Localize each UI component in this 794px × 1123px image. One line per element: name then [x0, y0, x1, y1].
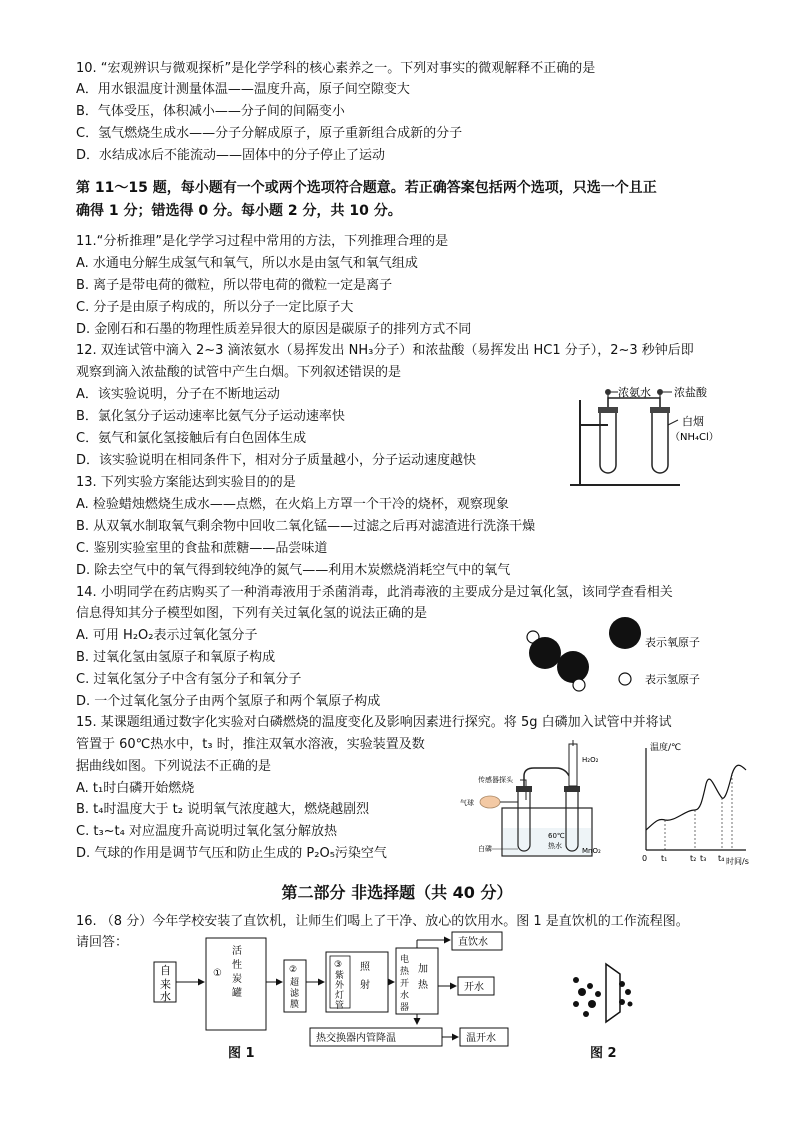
q14-stem-line1: 14. 小明同学在药店购买了一种消毒液用于杀菌消毒，此消毒液的主要成分是过氧化氢，该同学查看相关 — [76, 585, 673, 600]
q11-option-b: B. 离子是带电荷的微粒，所以带电荷的微粒一定是离子 — [76, 278, 393, 293]
q15-stem-line3: 据曲线如图。下列说法不正确的是 — [76, 759, 272, 774]
q15-chart-t1: t₁ — [661, 854, 668, 863]
q16-boiler-c2: 热 — [400, 967, 410, 977]
q12-label-ammonia: 浓氨水 — [618, 386, 651, 399]
q16-uf-c1: 超 — [290, 978, 300, 988]
q15-option-a: A. t₁时白磷开始燃烧 — [76, 781, 195, 796]
q16-uf-c2: 滤 — [290, 989, 300, 999]
q11-option-a: A. 水通电分解生成氢气和氧气，所以水是由氢气和氧气组成 — [76, 256, 418, 271]
q15-option-b: B. t₄时温度大于 t₂ 说明氧气浓度越大，燃烧越剧烈 — [76, 802, 370, 817]
q15-temperature-chart — [640, 740, 752, 865]
q10-option-a: A．用水银温度计测量体温——温度升高，原子间空隙变大 — [76, 82, 410, 97]
q12-label-hcl: 浓盐酸 — [674, 386, 707, 399]
q16-heat-c2: 热 — [418, 980, 428, 991]
q16-uf-num: ② — [289, 965, 298, 975]
q16-out-direct: 直饮水 — [458, 937, 488, 948]
q14-option-b: B. 过氧化氢由氢原子和氧原子构成 — [76, 650, 276, 665]
q11-option-d: D. 金刚石和石墨的物理性质差异很大的原因是碳原子的排列方式不同 — [76, 322, 472, 337]
q16-stem-line2: 请回答： — [76, 935, 129, 950]
q13-option-d: D. 除去空气中的氧气得到较纯净的氮气——利用木炭燃烧消耗空气中的氧气 — [76, 563, 511, 578]
q16-irradiate-c1: 照 — [360, 962, 370, 973]
q16-carbon-c4: 罐 — [232, 988, 242, 999]
q14-option-d: D. 一个过氧化氢分子由两个氢原子和两个氧原子构成 — [76, 694, 381, 709]
q14-option-c: C. 过氧化氢分子中含有氢分子和氧分子 — [76, 672, 302, 687]
q16-fig1-caption: 图 1 — [228, 1046, 255, 1061]
q12-option-b: B．氯化氢分子运动速率比氨气分子运动速率快 — [76, 409, 345, 424]
q10-stem: 10. “宏观辨识与微观探析”是化学学科的核心素养之一。下列对事实的微观解释不正确的是 — [76, 61, 596, 76]
q15-chart-y-label: 温度/℃ — [650, 743, 682, 753]
q14-stem-line2: 信息得知其分子模型如图，下列有关过氧化氢的说法正确的是 — [76, 606, 428, 621]
q12-label-smoke: 白烟 — [682, 415, 704, 428]
q15-chart-x-label: 时间/s — [726, 857, 749, 865]
q16-tap-char2: 来 — [160, 978, 171, 991]
q15-chart-t3: t₃ — [700, 854, 707, 863]
q16-carbon-num: ① — [213, 968, 222, 979]
q16-fig2-caption: 图 2 — [590, 1046, 617, 1061]
q16-out-boiling: 开水 — [464, 982, 484, 993]
q10-option-c: C．氢气燃烧生成水——分子分解成原子，原子重新组合成新的分子 — [76, 126, 463, 141]
q15-label-water: 60℃ — [548, 832, 565, 840]
q15-chart-origin: 0 — [642, 854, 648, 863]
q12-label-nh4cl: （NH₄Cl） — [670, 432, 719, 443]
q15-stem-line2: 管置于 60℃热水中，t₃ 时，推注双氧水溶液，实验装置及数 — [76, 737, 425, 752]
q13-option-a: A. 检验蜡烛燃烧生成水——点燃，在火焰上方罩一个干冷的烧杯，观察现象 — [76, 497, 509, 512]
q16-stem-line1: 16. （8 分）今年学校安装了直饮机，让师生们喝上了干净、放心的饮用水。图 1 是直饮机的工作流程图。 — [76, 914, 689, 929]
q16-irradiate-c2: 射 — [360, 980, 370, 991]
q16-carbon-c3: 炭 — [232, 974, 242, 985]
q13-stem: 13. 下列实验方案能达到实验目的的是 — [76, 475, 296, 490]
q16-carbon-c1: 活 — [232, 946, 242, 957]
q16-uf-c3: 膜 — [290, 1000, 300, 1010]
q15-label-h2o2: H₂O₂ — [582, 756, 599, 764]
q12-apparatus-figure — [560, 380, 750, 490]
q15-stem-line1: 15. 某课题组通过数字化实验对白磷燃烧的温度变化及影响因素进行探究。将 5g 白磷加入试管中并将试 — [76, 715, 672, 730]
q16-tap-char1: 自 — [160, 964, 171, 977]
q15-chart-t2: t₂ — [690, 854, 697, 863]
q12-option-a: A．该实验说明，分子在不断地运动 — [76, 387, 280, 402]
q13-option-b: B. 从双氧水制取氧气剩余物中回收二氧化锰——过滤之后再对滤渣进行洗涤干燥 — [76, 519, 536, 534]
q15-option-c: C. t₃~t₄ 对应温度升高说明过氧化氢分解放热 — [76, 824, 337, 839]
q11-option-c: C. 分子是由原子构成的，所以分子一定比原子大 — [76, 300, 354, 315]
q16-exchanger: 热交换器内管降温 — [316, 1033, 396, 1044]
q16-boiler-c1: 电 — [400, 955, 410, 965]
q12-option-d: D．该实验说明在相同条件下，相对分子质量越小，分子运动速度越快 — [76, 453, 477, 468]
q15-option-d: D. 气球的作用是调节气压和防止生成的 P₂O₅污染空气 — [76, 846, 387, 861]
q16-boiler-c4: 水 — [400, 991, 410, 1001]
q14-option-a: A. 可用 H₂O₂表示过氧化氢分子 — [76, 628, 258, 643]
q15-label-water2: 热水 — [548, 842, 562, 850]
q16-uv-c1: 紫 — [335, 971, 345, 981]
q16-carbon-c2: 性 — [232, 960, 242, 971]
q14-molecule-figure — [515, 615, 745, 695]
q16-flowchart-figure — [150, 930, 550, 1060]
q10-option-d: D．水结成冰后不能流动——固体中的分子停止了运动 — [76, 148, 386, 163]
q16-boiler-c3: 开 — [400, 979, 410, 989]
section-note-line2: 确得 1 分；错选得 0 分。每小题 2 分，共 10 分。 — [76, 203, 402, 219]
q15-label-mno2: MnO₂ — [582, 847, 601, 855]
q16-uv-c3: 灯 — [335, 991, 345, 1001]
q12-option-c: C．氨气和氯化氢接触后有白色固体生成 — [76, 431, 307, 446]
q16-tap-char3: 水 — [160, 990, 171, 1003]
q15-label-white-phosphorus: 白磷 — [478, 845, 492, 853]
q16-out-warm: 温开水 — [466, 1033, 496, 1044]
q14-legend-oxygen: 表示氧原子 — [645, 636, 700, 649]
q15-label-balloon: 气球 — [460, 799, 474, 807]
q16-heat-c1: 加 — [418, 964, 428, 975]
part2-title: 第二部分 非选择题（共 40 分） — [281, 883, 513, 902]
q16-membrane-figure — [568, 958, 638, 1028]
q12-stem-line2: 观察到滴入浓盐酸的试管中产生白烟。下列叙述错误的是 — [76, 365, 402, 380]
q12-stem-line1: 12. 双连试管中滴入 2~3 滴浓氨水（易挥发出 NH₃分子）和浓盐酸（易挥发出 HC1 分子），2~3 秒钟后即 — [76, 343, 694, 358]
q16-boiler-c5: 器 — [400, 1003, 410, 1013]
section-note-line1: 第 11～15 题，每小题有一个或两个选项符合题意。若正确答案包括两个选项，只选一个且正 — [76, 180, 657, 196]
q15-label-sensor: 传感器探头 — [478, 776, 513, 784]
q14-legend-hydrogen: 表示氢原子 — [645, 673, 700, 686]
q16-uv-num: ③ — [334, 960, 343, 970]
q11-stem: 11.“分析推理”是化学学习过程中常用的方法，下列推理合理的是 — [76, 234, 449, 249]
q13-option-c: C. 鉴别实验室里的食盐和蔗糖——品尝味道 — [76, 541, 328, 556]
q15-chart-t4: t₄ — [718, 854, 725, 863]
q16-uv-c4: 管 — [335, 1001, 345, 1011]
q10-option-b: B．气体受压，体积减小——分子间的间隔变小 — [76, 104, 345, 119]
q15-apparatus-figure — [460, 740, 610, 865]
q16-uv-c2: 外 — [335, 981, 345, 991]
